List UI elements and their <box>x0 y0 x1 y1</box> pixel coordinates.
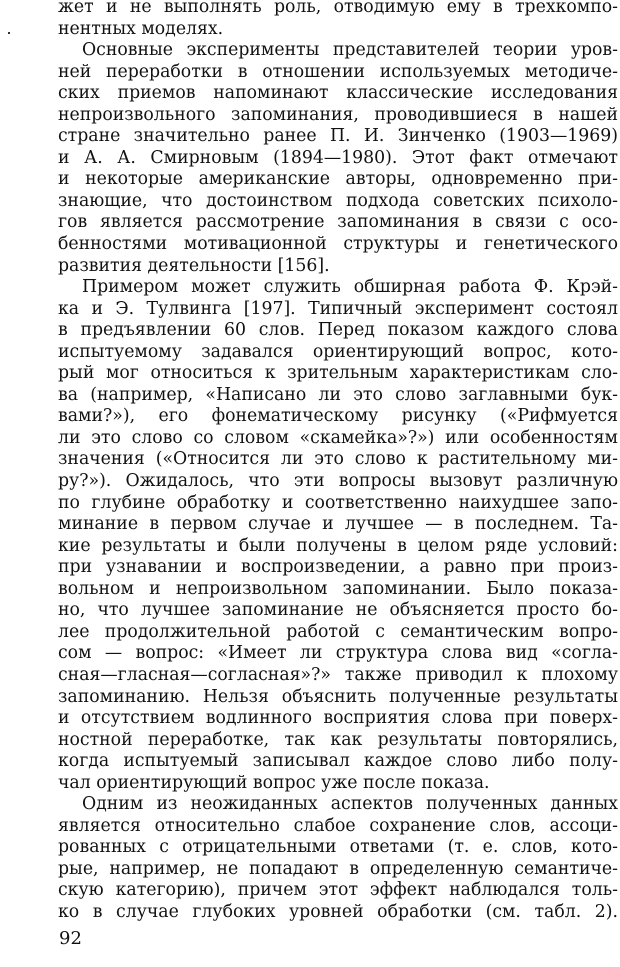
text-line: ли это слово со словом «скамейка»?») или особенностям <box>58 427 618 448</box>
text-line: при узнавании и воспроизведении, а равно при произ- <box>58 557 618 578</box>
text-line: испытуемому задавался ориентирующий вопрос, кото- <box>58 341 618 362</box>
text-line: вами?»), его фонематическому рисунку («Рифмуется <box>58 406 618 427</box>
text-line: нентных моделях. <box>58 18 224 39</box>
text-line: в предъявлении 60 слов. Перед показом каждого слова <box>58 320 618 341</box>
text-line: и отсутствием водлинного восприятия слова при поверх- <box>58 708 618 729</box>
text-line: скую категорию), причем этот эффект наблюдался толь- <box>58 880 618 901</box>
text-line: когда испытуемый записывал каждое слово либо полу- <box>58 751 618 772</box>
paragraph-first-line: Примером может служить обширная работа Ф. Крэй- <box>82 277 618 298</box>
text-line: минание в первом случае и лучшее — в последнем. Та- <box>58 514 618 535</box>
text-line: но, что лучшее запоминание не объясняется просто бо- <box>58 600 618 621</box>
text-line: ностной переработке, так как результаты повторялись, <box>58 729 618 750</box>
text-line: стране значительно ранее П. И. Зинченко (1903—1969) <box>58 126 618 147</box>
text-line: развития деятельности [156]. <box>58 255 330 276</box>
text-line: вольном и непроизвольном запоминании. Было показа- <box>58 578 618 599</box>
text-line: сом — вопрос: «Имеет ли структура слова вид «согла- <box>58 643 618 664</box>
text-line: ка и Э. Тулвинга [197]. Типичный эксперимент состоял <box>58 298 618 319</box>
text-line: ней переработки в отношении используемых методиче- <box>58 61 618 82</box>
text-line: кие результаты и были получены в целом ряде условий: <box>58 535 618 556</box>
text-line: непроизвольного запоминания, проводившиеся в нашей <box>58 104 618 125</box>
text-line: и некоторые американские авторы, одновременно при- <box>58 169 618 190</box>
text-line: жет и не выполнять роль, отводимую ему в трехкомпо- <box>58 0 618 17</box>
paragraph-first-line: Одним из неожиданных аспектов полученных данных <box>82 794 618 815</box>
text-line: рый мог относиться к зрительным характеристикам сло- <box>58 363 618 384</box>
text-line: ва (например, «Написано ли это слово заглавными бук- <box>58 384 618 405</box>
text-line: значения («Относится ли это слово к растительному ми- <box>58 449 618 470</box>
scan-speck <box>8 32 10 34</box>
text-line: чал ориентирующий вопрос уже после показа. <box>58 772 490 793</box>
body-text <box>58 0 618 924</box>
paragraph-first-line: Основные эксперименты представителей теории уров- <box>82 40 618 61</box>
text-line: знающие, что достоинством подхода советских психоло- <box>58 190 618 211</box>
page-number: 92 <box>59 928 82 949</box>
text-line: рые, например, не попадают в определенную семантиче- <box>58 858 618 879</box>
text-line: лее продолжительной работой с семантическим вопро- <box>58 621 618 642</box>
text-line: ко в случае глубоких уровней обработки (см. табл. 2). <box>58 901 618 922</box>
text-line: ских приемов напоминают классические исследования <box>58 83 618 104</box>
text-line: запоминанию. Нельзя объяснить полученные результаты <box>58 686 618 707</box>
text-line: гов является рассмотрение запоминания в связи с осо- <box>58 212 618 233</box>
text-line: по глубине обработку и соответственно наихудшее запо- <box>58 492 618 513</box>
text-line: ру?»). Ожидалось, что эти вопросы вызовут различную <box>58 471 618 492</box>
text-line: сная—гласная—согласная»?» также приводил к плохому <box>58 664 618 685</box>
text-line: бенностями мотивационной структуры и генетического <box>58 234 618 255</box>
text-line: и А. А. Смирновым (1894—1980). Этот факт отмечают <box>58 147 618 168</box>
text-line: рованных с отрицательными ответами (т. е. слов, кото- <box>58 837 618 858</box>
text-line: является относительно слабое сохранение слов, ассоци- <box>58 815 618 836</box>
